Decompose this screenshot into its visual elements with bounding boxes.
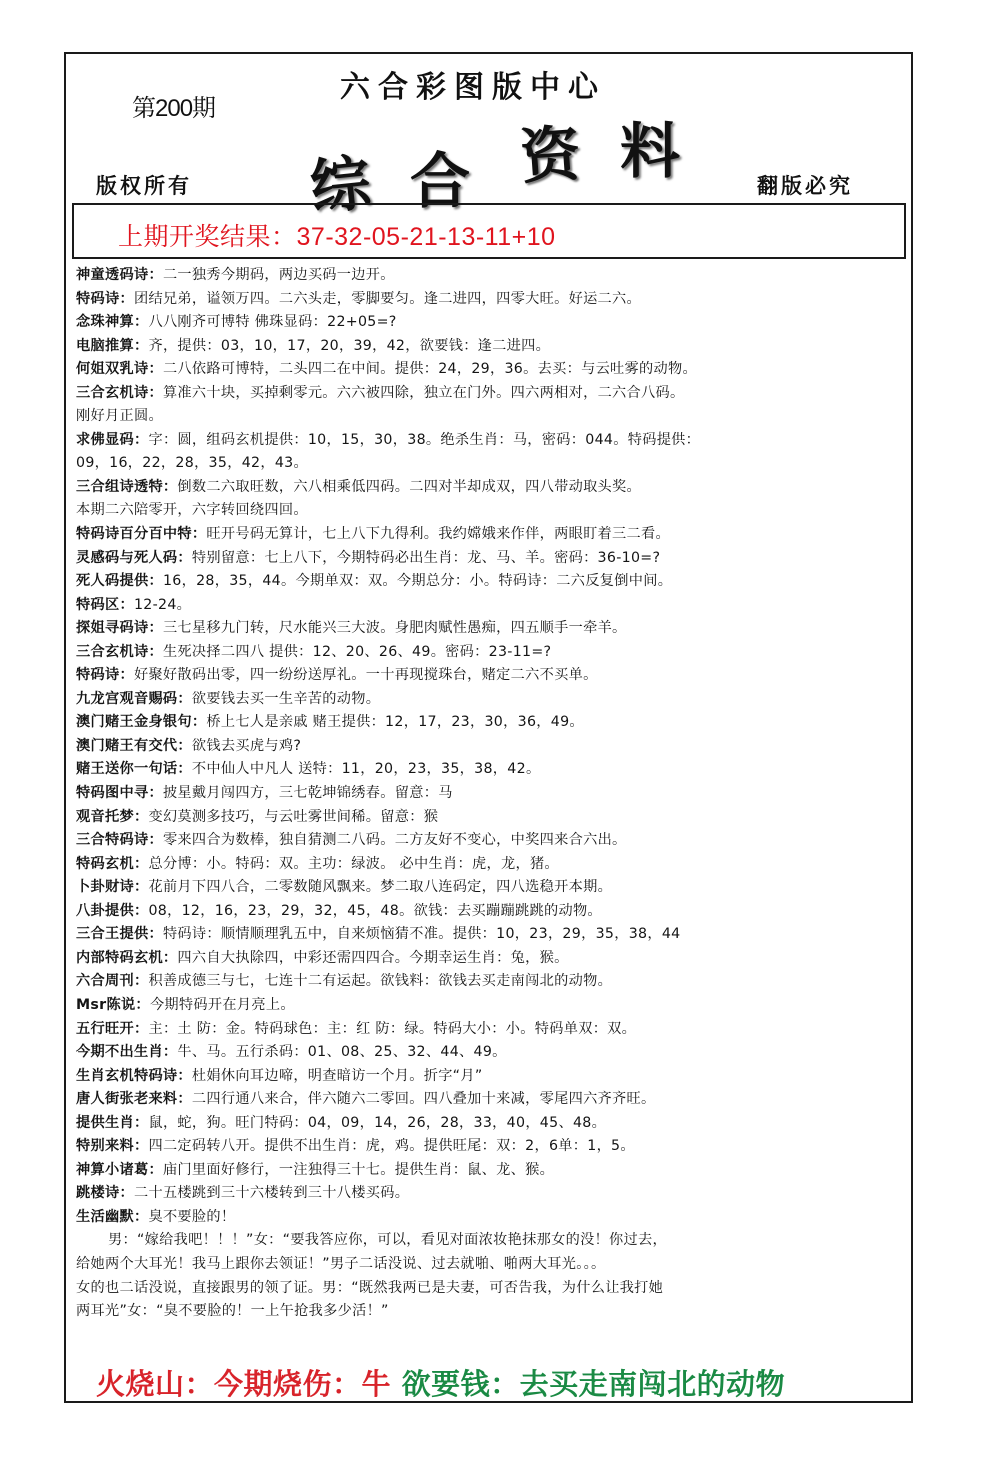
line-label: 求佛显码：	[76, 431, 149, 448]
content-line	[76, 311, 906, 335]
line-label: 内部特码玄机：	[76, 949, 178, 966]
content-line	[76, 570, 906, 594]
big-title-char: 综	[307, 148, 375, 224]
line-label: 五行旺开：	[76, 1020, 149, 1037]
footer-green-text: 欲要钱：去买走南闯北的动物	[401, 1367, 786, 1401]
line-text: 旺开号码无算计，七上八下九得利。我约嫦娥来作伴，两眼盯着三二看。	[206, 526, 670, 543]
line-label: 何姐双乳诗：	[76, 361, 163, 378]
line-label: 灵感码与死人码：	[76, 549, 192, 566]
content-line	[76, 994, 906, 1018]
content-line	[76, 1112, 906, 1136]
content-line	[76, 452, 906, 476]
line-label: 今期不出生肖：	[76, 1044, 178, 1061]
line-text: 给她两个大耳光！我马上跟你去领证！”男子二话没说、过去就啪、啪两大耳光。。。	[76, 1255, 606, 1272]
content-line	[76, 1018, 906, 1042]
last-result-label: 上期开奖结果：	[118, 223, 297, 251]
line-text: 09，16，22，28，35，42，43。	[76, 455, 308, 472]
line-text: 字：圆，组码玄机提供：10，15，30，38。绝杀生肖：马，密码：044。特码提供：	[148, 431, 701, 448]
content-line	[76, 970, 906, 994]
content-line	[76, 900, 906, 924]
line-text: 男：“嫁给我吧！！！”女：“要我答应你，可以，看见对面浓妆艳抹那女的没！你过去，	[108, 1232, 667, 1249]
line-text: 特码诗：顺情顺理乳五中，自来烦恼猜不准。提供：10，23，29，35，38，44	[162, 926, 681, 943]
line-text: 今期特码开在月亮上。	[149, 996, 295, 1013]
content-line	[76, 688, 906, 712]
content-line	[76, 1229, 906, 1253]
line-label: Msr陈说：	[76, 996, 150, 1013]
line-text: 八八刚齐可博特 佛珠显码：22+05=?	[148, 314, 397, 331]
line-label: 八卦提供：	[76, 902, 149, 919]
line-label: 神算小诸葛：	[76, 1161, 163, 1178]
last-result	[118, 217, 556, 253]
content-line	[76, 547, 906, 571]
copyright-left: 版权所有	[96, 173, 192, 198]
line-label: 生活幽默：	[76, 1208, 149, 1225]
line-text: 牛、马。五行杀码：01、08、25、32、44、49。	[177, 1044, 507, 1061]
content-line	[76, 1182, 906, 1206]
content-lines	[76, 264, 906, 1324]
big-title-char: 料	[620, 117, 680, 187]
line-text: 两耳光”女：“臭不要脸的！一上午抢我多少活！”	[76, 1303, 389, 1320]
line-text: 零来四合为数棒，独自猜测二八码。二方友好不变心，中奖四来合六出。	[162, 832, 627, 849]
content-line	[76, 382, 906, 406]
line-text: 四二定码转八开。提供不出生肖：虎，鸡。提供旺尾：双：2，6单：1，5。	[148, 1138, 635, 1155]
line-text: 主：土 防：金。特码球色：主：红 防：绿。特码大小：小。特码单双：双。	[148, 1020, 637, 1037]
line-label: 澳门赌王金身银句：	[76, 714, 207, 731]
footer-banner	[96, 1362, 785, 1403]
content-line	[76, 288, 906, 312]
line-label: 死人码提供：	[76, 573, 163, 590]
line-label: 三合组诗透特：	[76, 478, 178, 495]
line-label: 跳楼诗：	[76, 1185, 134, 1202]
line-text: 四六自大执除四，中彩还需四四合。今期幸运生肖：兔，猴。	[177, 949, 569, 966]
issue-number: 第200期	[132, 95, 216, 122]
content-line	[76, 429, 906, 453]
line-text: 算准六十块，买掉剩零元。六六被四除，独立在门外。四六两相对，二六合八码。	[162, 384, 685, 401]
big-title-char: 合	[410, 147, 470, 217]
line-label: 提供生肖：	[76, 1114, 149, 1131]
line-label: 赌王送你一句话：	[76, 761, 192, 778]
content-line	[76, 335, 906, 359]
line-label: 生肖玄机特码诗：	[76, 1067, 192, 1084]
line-text: 16，28，35，44。今期单双：双。今期总分：小。特码诗：二六反复倒中间。	[162, 573, 673, 590]
line-label: 特码图中寻：	[76, 785, 163, 802]
line-label: 三合玄机诗：	[76, 384, 163, 401]
line-label: 电脑推算：	[76, 337, 149, 354]
line-label: 探姐寻码诗：	[76, 620, 163, 637]
line-text: 好聚好散码出零，四一纷纷送厚礼。一十再现搅珠台，赌定二六不买单。	[133, 667, 598, 684]
line-text: 鼠，蛇，狗。旺门特码：04，09，14，26，28，33，40，45、48。	[148, 1114, 607, 1131]
last-result-numbers: 37-32-05-21-13-11+10	[296, 223, 556, 251]
content-line	[76, 1159, 906, 1183]
line-label: 观音托梦：	[76, 808, 149, 825]
content-line	[76, 758, 906, 782]
big-title-char: 资	[517, 118, 583, 193]
content-line	[76, 1065, 906, 1089]
content-line	[76, 876, 906, 900]
line-text: 欲要钱去买一生辛苦的动物。	[191, 690, 381, 707]
line-text: 倒数二六取旺数，六八相乘低四码。二四对半却成双，四八带动取头奖。	[177, 478, 642, 495]
content-line	[76, 499, 906, 523]
line-text: 生死决择二四八 提供：12、20、26、49。密码：23-11=?	[162, 643, 552, 660]
line-label: 三合玄机诗：	[76, 643, 163, 660]
content-line	[76, 1300, 906, 1324]
content-line	[76, 1135, 906, 1159]
content-line	[76, 594, 906, 618]
line-label: 九龙宫观音赐码：	[76, 690, 192, 707]
line-text: 二一独秀今期码，两边买码一边开。	[162, 267, 395, 283]
line-label: 念珠神算：	[76, 314, 149, 331]
line-text: 08，12，16，23，29，32，45，48。欲钱：去买蹦蹦跳跳的动物。	[148, 902, 602, 919]
content-line	[76, 1041, 906, 1065]
line-text: 不中仙人中凡人 送特：11，20，23，35，38，42。	[191, 761, 541, 778]
center-title: 六合彩图版中心	[340, 70, 606, 105]
content-line	[76, 711, 906, 735]
content-line	[76, 476, 906, 500]
line-label: 三合王提供：	[76, 926, 163, 943]
line-text: 女的也二话没说，直接跟男的领了证。男：“既然我两已是夫妻，可否告我，为什么让我打她	[76, 1279, 664, 1296]
line-label: 特码区：	[76, 596, 134, 613]
content-line	[76, 735, 906, 759]
content-line	[76, 782, 906, 806]
line-text: 庙门里面好修行，一注独得三十七。提供生肖：鼠、龙、猴。	[162, 1161, 555, 1178]
last-result-box	[72, 203, 906, 259]
line-text: 本期二六陪零开，六字转回绕四回。	[76, 502, 308, 519]
line-text: 三七星移九门转，尺水能兴三大波。身肥肉赋性愚痴，四五顺手一牵羊。	[162, 620, 627, 637]
line-label: 神童透码诗：	[76, 267, 163, 283]
content-line	[76, 829, 906, 853]
content-line	[76, 664, 906, 688]
content-line	[76, 1088, 906, 1112]
line-label: 三合特码诗：	[76, 832, 163, 849]
line-label: 特码诗：	[76, 290, 134, 307]
content-line	[76, 947, 906, 971]
content-line	[76, 923, 906, 947]
line-text: 团结兄弟，谥领万四。二六头走，零脚要匀。逢二进四，四零大旺。好运二六。	[133, 290, 642, 307]
content-line	[76, 853, 906, 877]
line-label: 特码玄机：	[76, 855, 149, 872]
line-text: 花前月下四八合，二零数随风飘来。梦二取八连码定，四八选稳开本期。	[148, 879, 613, 896]
line-label: 特别来料：	[76, 1138, 149, 1155]
content-line	[76, 617, 906, 641]
line-label: 六合周刊：	[76, 973, 149, 990]
line-text: 桥上七人是亲戚 赌王提供：12，17，23，30，36，49。	[206, 714, 584, 731]
content-line	[76, 641, 906, 665]
content-line	[76, 1253, 906, 1277]
line-label: 卜卦财诗：	[76, 879, 149, 896]
content-line	[76, 1277, 906, 1301]
content-line	[76, 523, 906, 547]
line-label: 澳门赌王有交代：	[76, 737, 192, 754]
line-text: 臭不要脸的！	[148, 1208, 236, 1225]
line-text: 刚好月正圆。	[76, 408, 163, 425]
line-text: 12-24。	[133, 596, 192, 613]
content-line	[76, 405, 906, 429]
line-text: 变幻莫测多技巧，与云吐雾世间稀。留意：猴	[148, 808, 439, 825]
content-line	[76, 806, 906, 830]
line-text: 二十五楼跳到三十六楼转到三十八楼买码。	[133, 1185, 410, 1202]
content-line	[76, 1206, 906, 1230]
line-text: 齐，提供：03，10，17，20，39，42，欲要钱：逢二进四。	[148, 337, 551, 354]
line-text: 二四行通八来合，伴六随六二零回。四八叠加十来减，零尾四六齐齐旺。	[191, 1091, 656, 1108]
line-text: 披星戴月闯四方，三七乾坤锦绣春。留意：马	[162, 785, 453, 802]
big-title	[300, 110, 720, 224]
line-text: 总分博：小。特码：双。主功：绿波。 必中生肖：虎，龙，猪。	[148, 855, 559, 872]
line-text: 二八依路可博特，二头四二在中间。提供：24，29，36。去买：与云吐雾的动物。	[162, 361, 697, 378]
content-line	[76, 264, 906, 288]
line-text: 欲钱去买虎与鸡?	[191, 737, 302, 754]
copyright-right: 翻版必究	[757, 173, 853, 198]
line-label: 特码诗百分百中特：	[76, 526, 207, 543]
line-label: 唐人街张老来料：	[76, 1091, 192, 1108]
content-line	[76, 358, 906, 382]
line-label: 特码诗：	[76, 667, 134, 684]
line-text: 积善成德三与七，七连十二有运起。欲钱料：欲钱去买走南闯北的动物。	[148, 973, 613, 990]
line-text: 杜娟休向耳边啼，明查暗访一个月。折字“月”	[191, 1067, 483, 1084]
footer-red-text: 火烧山：今期烧伤：牛	[96, 1367, 392, 1401]
line-text: 特别留意：七上八下，今期特码必出生肖：龙、马、羊。密码：36-10=?	[191, 549, 661, 566]
